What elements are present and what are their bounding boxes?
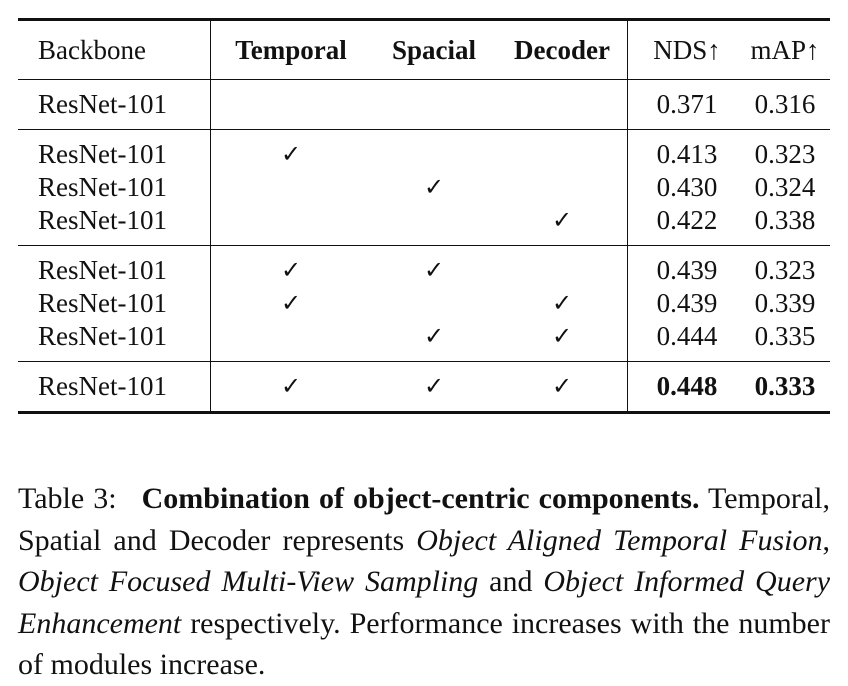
cell-nds: 0.371 xyxy=(628,80,747,130)
cell-map: 0.324 xyxy=(754,172,816,202)
caption-title: Combination of object-centric components. xyxy=(141,482,700,515)
header-temporal: Temporal xyxy=(211,20,372,80)
cell-decoder-check: ✓ xyxy=(497,362,628,413)
cell-nds: 0.430 xyxy=(656,172,718,202)
table-row xyxy=(18,204,830,246)
cell-backbone: ResNet-101 xyxy=(18,320,211,362)
cell-temporal-check: ✓ xyxy=(280,289,302,317)
cell-backbone: ResNet-101 xyxy=(18,362,211,413)
caption-italic-1: Object Aligned Temporal Fusion xyxy=(416,523,823,557)
table-body xyxy=(18,80,830,413)
cell-nds: 0.422 xyxy=(628,204,747,246)
cell-temporal-check: ✓ xyxy=(211,362,372,413)
cell-spacial-check: ✓ xyxy=(371,320,497,362)
cell-temporal-check: ✓ xyxy=(280,140,302,168)
header-nds: NDS↑ xyxy=(628,20,747,80)
cell-spacial-check: ✓ xyxy=(423,173,445,201)
table-row xyxy=(18,80,830,130)
cell-spacial-check xyxy=(371,287,497,320)
cell-temporal-check xyxy=(211,80,372,130)
cell-nds: 0.413 xyxy=(656,139,718,169)
cell-nds: 0.439 xyxy=(656,255,718,285)
caption-text-2: and xyxy=(489,565,533,598)
cell-decoder-check xyxy=(497,171,628,204)
cell-decoder-check xyxy=(497,80,628,130)
table-row xyxy=(18,287,830,320)
cell-spacial-check: ✓ xyxy=(423,256,445,284)
cell-decoder-check: ✓ xyxy=(497,204,628,246)
caption-sep-1: , xyxy=(822,523,830,557)
cell-decoder-check: ✓ xyxy=(497,320,628,362)
cell-spacial-check xyxy=(371,130,497,172)
table-row xyxy=(18,171,830,204)
header-map: mAP↑ xyxy=(746,20,830,80)
cell-temporal-check xyxy=(211,320,372,362)
cell-map: 0.333 xyxy=(746,362,830,413)
cell-backbone: ResNet-101 xyxy=(18,130,211,172)
cell-map: 0.339 xyxy=(754,288,816,318)
cell-temporal-check xyxy=(211,171,372,204)
cell-nds: 0.444 xyxy=(628,320,747,362)
caption-italic-2: Object Focused Multi-View Sampling xyxy=(18,565,479,598)
cell-backbone: ResNet-101 xyxy=(18,171,211,204)
cell-temporal-check: ✓ xyxy=(280,256,302,284)
cell-backbone: ResNet-101 xyxy=(18,287,211,320)
table-row xyxy=(18,246,830,288)
caption-italic-3: Object Informed Query Enhancement xyxy=(18,565,831,640)
cell-map: 0.335 xyxy=(746,320,830,362)
header-decoder: Decoder xyxy=(497,20,628,80)
table-row xyxy=(18,320,830,362)
cell-nds: 0.448 xyxy=(628,362,747,413)
table-row xyxy=(18,362,830,413)
cell-decoder-check xyxy=(497,246,628,288)
cell-backbone: ResNet-101 xyxy=(18,80,211,130)
cell-spacial-check xyxy=(371,204,497,246)
cell-temporal-check xyxy=(211,204,372,246)
cell-spacial-check xyxy=(371,80,497,130)
cell-map: 0.316 xyxy=(746,80,830,130)
cell-map: 0.323 xyxy=(754,139,816,169)
cell-map: 0.323 xyxy=(754,255,816,285)
header-backbone: Backbone xyxy=(18,20,211,80)
table-caption xyxy=(18,478,830,686)
cell-decoder-check xyxy=(497,130,628,172)
caption-text-3: respectively. Performance increases with the number of modules increase. xyxy=(18,606,830,681)
cell-spacial-check: ✓ xyxy=(371,362,497,413)
cell-map: 0.338 xyxy=(746,204,830,246)
results-table-container xyxy=(18,18,830,414)
cell-decoder-check: ✓ xyxy=(497,287,628,320)
cell-backbone: ResNet-101 xyxy=(18,204,211,246)
table-header-row xyxy=(18,20,830,80)
cell-nds: 0.439 xyxy=(656,288,718,318)
caption-text-1: Temporal, Spatial and Decoder represents xyxy=(18,482,831,557)
table-row xyxy=(18,130,830,172)
caption-label: Table 3: xyxy=(18,482,117,515)
results-table xyxy=(18,18,830,414)
header-spacial: Spacial xyxy=(371,20,497,80)
cell-backbone: ResNet-101 xyxy=(18,246,211,288)
